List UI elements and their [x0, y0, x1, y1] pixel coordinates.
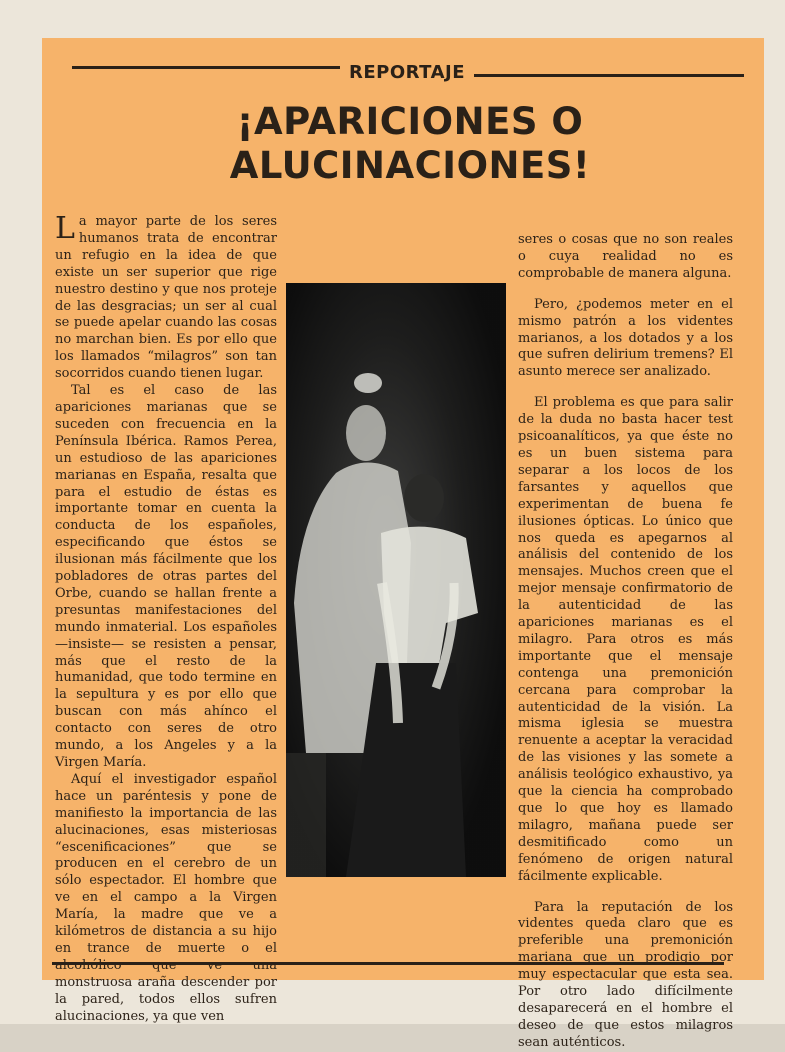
paragraph: Tal es el caso de las apariciones marianas que se suceden con frecuencia en la Península Ibérica. Ramos Perea, un estudioso de las apariciones marianas en España, resalta que para el estudio de éstas es importante tomar en cuenta la conducta de los españoles, especificando que éstos se ilusionan más fácilmente que los pobladores de otras partes del Orbe, cuando se hallan frente a presuntas manifestaciones del mundo inmaterial. Los españoles —insiste— se resisten a pensar, más que el resto de la humanidad, que todo termine en la sepultura y es por ello que buscan con más ahínco el contacto con seres de otro mundo, a los Angeles y a la Virgen María.	[55, 383, 277, 770]
header-rule-left	[72, 66, 340, 69]
paragraph: Para la reputación de los videntes queda claro que es preferible una premonición mariana que un prodigio por muy espectacular que esta sea. Por otro lado difícilmente desaparecerá en el hombre el deseo de que estos milagros sean auténticos.	[518, 899, 733, 1050]
photo-apparition	[286, 283, 506, 877]
paragraph: El problema es que para salir de la duda no basta hacer test psicoanalíticos, ya que éste no es un buen sistema para separar a los locos de los farsantes y aquellos que experimentan de buena fe ilusiones ópticas. Lo único que nos queda es apegarnos al análisis del contenido de los mensajes. Muchos creen que el mejor mensaje confirmatorio de la autenticidad de las apariciones marianas es el milagro. Para otros es más importante que el mensaje contenga una premonición cercana para comprobar la autenticidad de la visión. La misma iglesia se muestra renuente a aceptar la veracidad de las visiones y las somete a análisis teológico exhaustivo, ya que la ciencia ha comprobado que lo que hoy es llamado milagro, mañana puede ser desmitificado como un fenómeno de origen natural fácilmente explicable.	[518, 395, 733, 884]
headline	[130, 100, 690, 188]
headline-line-2: ALUCINACIONES!	[229, 144, 591, 187]
section-label: REPORTAJE	[348, 62, 465, 83]
paragraph: Pero, ¿podemos meter en el mismo patrón a los videntes marianos, a los dotados y a los que sufren delirium tremens? El asunto merece ser analizado.	[518, 296, 733, 380]
paragraph: seres o cosas que no son reales o cuya realidad no es comprobable de manera alguna.	[518, 232, 733, 281]
paragraph: Aquí el investigador español hace un paréntesis y pone de manifiesto la importancia de las alucinaciones, esas misteriosas “escenificaciones” que se producen en el cerebro de un sólo espectador. El hombre que ve en el campo a la Virgen María, la madre que ve a kilómetros de distancia a su hijo en trance de muerte o el alcohólico que ve una monstruosa araña descender por la pared, todos ellos sufren alucinaciones, ya que ven	[55, 771, 277, 1024]
footer-rule	[52, 962, 724, 965]
headline-line-1: ¡APARICIONES O	[236, 100, 584, 143]
paragraph	[55, 211, 277, 383]
drop-cap: L	[55, 211, 75, 246]
photo-apparition-image	[286, 283, 506, 877]
paragraph-text: a mayor parte de los seres humanos trata de encontrar un refugio en la idea de que existe un ser superior que rige nuestro destino y que nos proteje de las desgracias; un ser al cual se puede apelar cuando las cosas no marchan bien. Es por ello que los llamados “milagros” son tan socorridos cuando tienen lugar.	[55, 214, 277, 382]
column-right	[518, 232, 733, 1052]
header-rule-right	[474, 74, 744, 77]
column-left	[55, 211, 277, 1026]
